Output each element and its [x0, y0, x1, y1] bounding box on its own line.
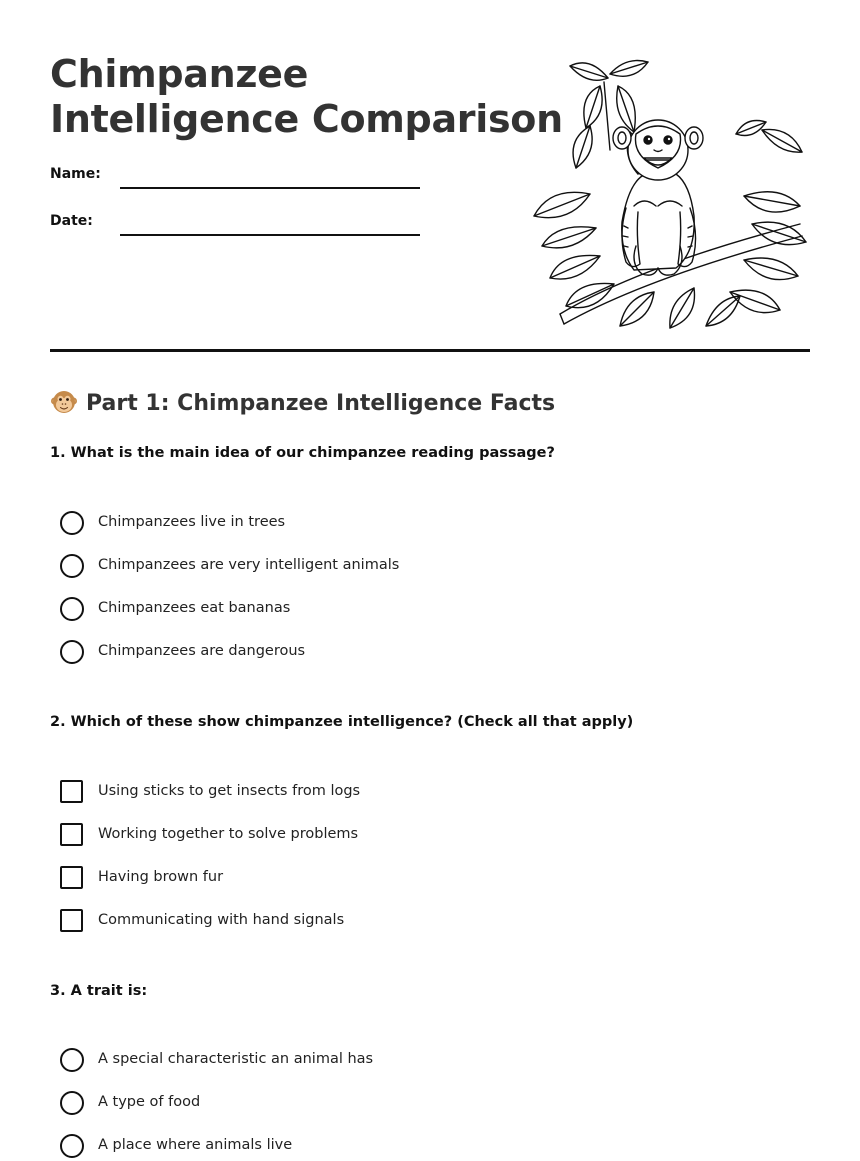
question-3-option-1[interactable] [60, 1048, 660, 1074]
date-label: Date: [50, 213, 93, 229]
radio-button[interactable] [60, 1048, 84, 1072]
radio-button[interactable] [60, 511, 84, 535]
question-1-option-2[interactable] [60, 554, 660, 580]
checkbox[interactable] [60, 823, 83, 846]
option-label: A special characteristic an animal has [98, 1051, 374, 1067]
radio-button[interactable] [60, 554, 84, 578]
page-title [50, 52, 563, 142]
option-label: Having brown fur [98, 869, 224, 885]
date-field [50, 207, 430, 237]
checkbox[interactable] [60, 780, 83, 803]
page-title-line-1: Chimpanzee [50, 52, 309, 96]
header-divider [50, 349, 810, 352]
checkbox[interactable] [60, 909, 83, 932]
question-2-prompt: 2. Which of these show chimpanzee intelligence? (Check all that apply) [50, 714, 634, 730]
question-1-option-1[interactable] [60, 511, 660, 537]
question-3-option-3[interactable] [60, 1134, 660, 1160]
chimpanzee-illustration-icon [530, 56, 810, 334]
name-field [50, 160, 430, 190]
worksheet-header [50, 0, 810, 352]
option-label: Chimpanzees are very intelligent animals [98, 557, 400, 573]
checkbox[interactable] [60, 866, 83, 889]
name-label: Name: [50, 166, 101, 182]
option-label: Using sticks to get insects from logs [98, 783, 361, 799]
date-write-line[interactable] [120, 234, 420, 236]
radio-button[interactable] [60, 597, 84, 621]
name-write-line[interactable] [120, 187, 420, 189]
question-3-prompt: 3. A trait is: [50, 983, 148, 999]
option-label: Chimpanzees are dangerous [98, 643, 306, 659]
option-label: Working together to solve problems [98, 826, 359, 842]
monkey-face-icon [50, 388, 78, 416]
question-1-prompt: 1. What is the main idea of our chimpanzee reading passage? [50, 445, 555, 461]
option-label: Chimpanzees eat bananas [98, 600, 291, 616]
option-label: A type of food [98, 1094, 201, 1110]
section-title-part-1 [50, 388, 555, 420]
option-label: Chimpanzees live in trees [98, 514, 286, 530]
question-2-option-4[interactable] [60, 909, 660, 935]
option-label: Communicating with hand signals [98, 912, 345, 928]
question-2-option-3[interactable] [60, 866, 660, 892]
question-2-option-1[interactable] [60, 780, 660, 806]
question-3-option-2[interactable] [60, 1091, 660, 1117]
question-1-option-3[interactable] [60, 597, 660, 623]
question-2-option-2[interactable] [60, 823, 660, 849]
radio-button[interactable] [60, 1134, 84, 1158]
section-title-text: Part 1: Chimpanzee Intelligence Facts [86, 391, 556, 416]
radio-button[interactable] [60, 640, 84, 664]
question-1-option-4[interactable] [60, 640, 660, 666]
page-title-line-2: Intelligence Comparison [50, 97, 563, 141]
option-label: A place where animals live [98, 1137, 293, 1153]
radio-button[interactable] [60, 1091, 84, 1115]
